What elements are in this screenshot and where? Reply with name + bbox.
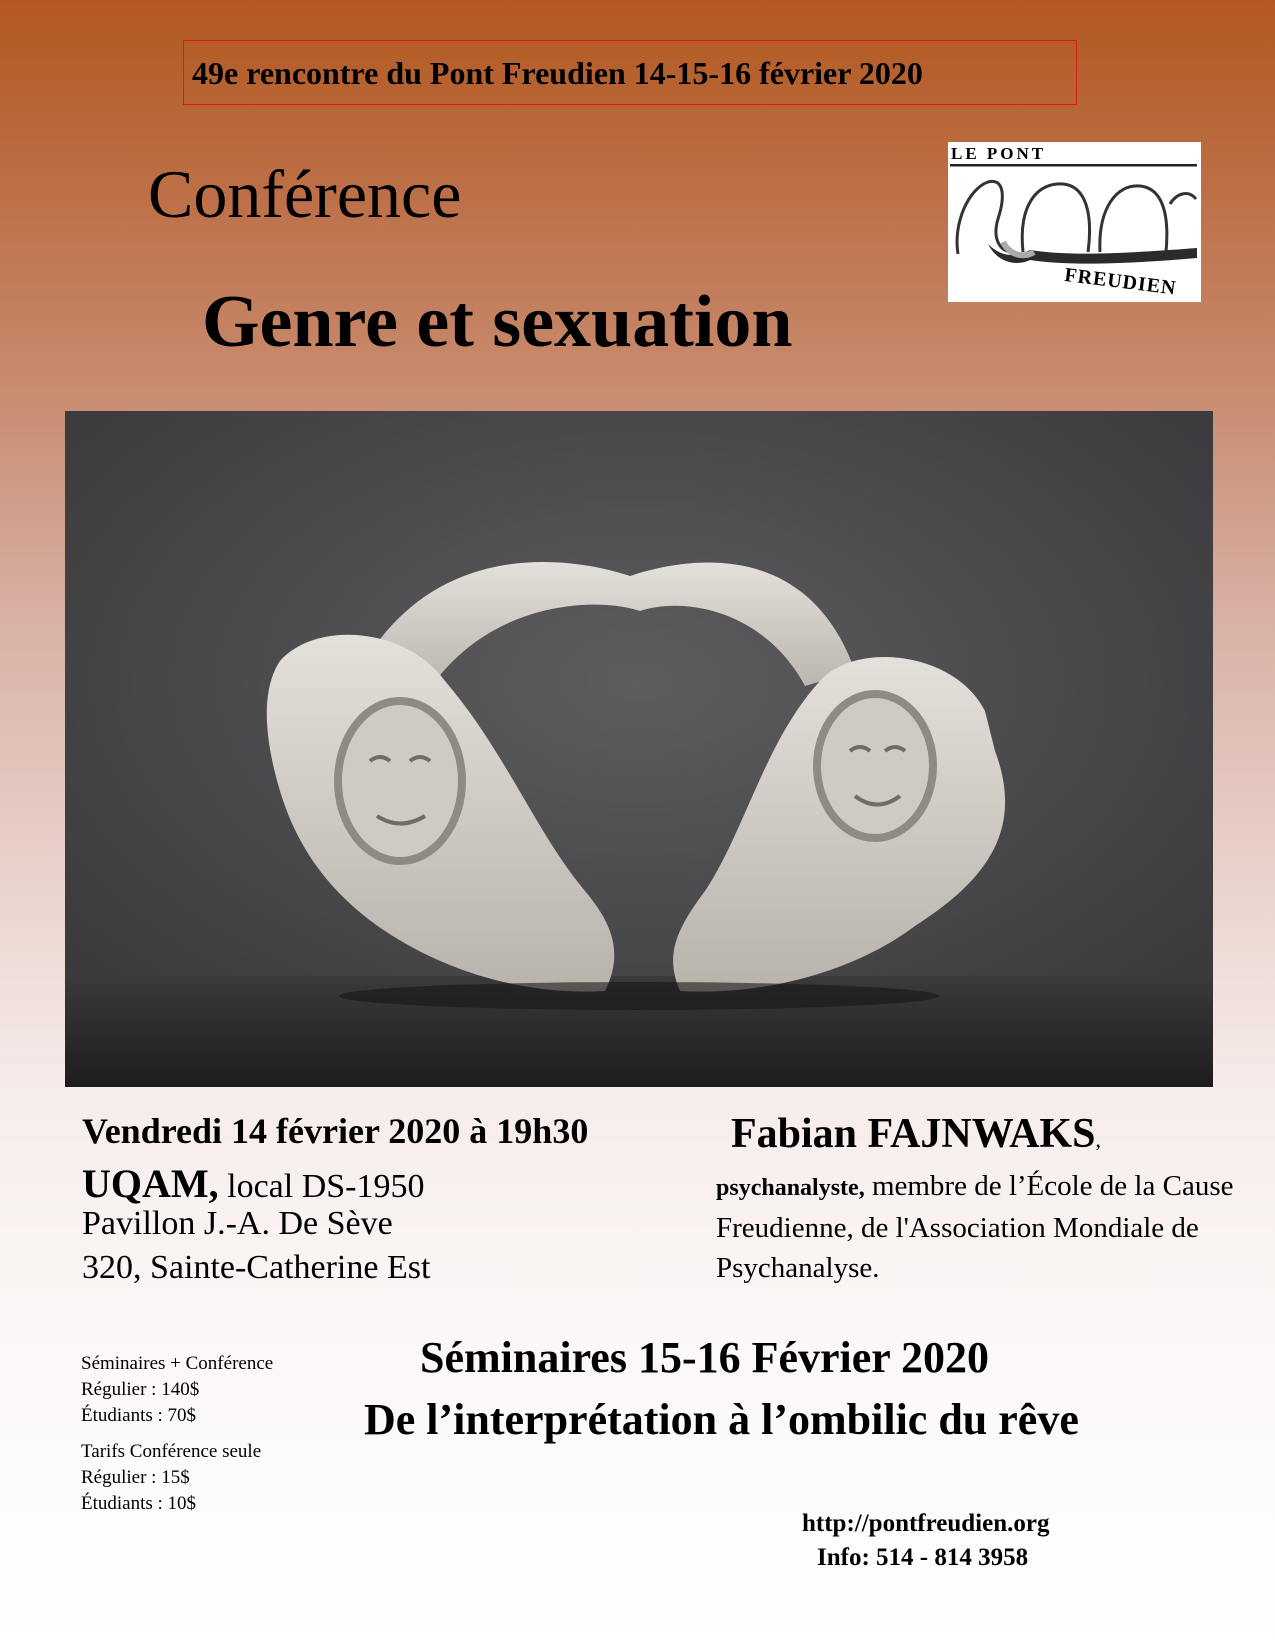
speaker-bio-text: membre de l’École de la Cause Freudienne, de l'Association Mondiale de Psychanalyse. xyxy=(716,1170,1234,1284)
venue-name: UQAM, xyxy=(82,1161,219,1206)
bridge-arches-icon xyxy=(948,164,1201,268)
conference-label: Conférence xyxy=(148,156,462,232)
speaker-role: psychanalyste, xyxy=(716,1175,865,1201)
speaker-name xyxy=(731,1113,1101,1155)
event-banner: 49e rencontre du Pont Freudien 14-15-16 février 2020 xyxy=(183,40,1077,105)
website-link[interactable]: http://pontfreudien.org xyxy=(802,1510,1050,1537)
seminars-dates: Séminaires 15-16 Février 2020 xyxy=(420,1333,990,1382)
venue-room: local DS-1950 xyxy=(227,1168,425,1205)
price-conf-title: Tarifs Conférence seule xyxy=(81,1441,262,1462)
price-list xyxy=(81,1351,273,1517)
seminars-title: De l’interprétation à l’ombilic du rêve xyxy=(364,1395,1079,1444)
venue-address-line1: Pavillon J.-A. De Sève xyxy=(82,1205,393,1242)
event-venue xyxy=(82,1158,425,1210)
contact-phone: Info: 514 - 814 3958 xyxy=(817,1544,1029,1571)
price-conf-students: Étudiants : 10$ xyxy=(81,1493,197,1514)
logo-top-text: LE PONT xyxy=(951,144,1047,163)
price-package-regular: Régulier : 140$ xyxy=(81,1379,200,1400)
venue-address-line2: 320, Sainte-Catherine Est xyxy=(82,1249,431,1286)
price-package-title: Séminaires + Conférence xyxy=(81,1353,274,1374)
speaker-name-text: Fabian FAJNWAKS xyxy=(731,1111,1096,1157)
logo-bottom-text: FREUDIEN xyxy=(1063,264,1178,300)
speaker-bio xyxy=(716,1166,1236,1288)
conference-title: Genre et sexuation xyxy=(202,281,793,363)
event-date: Vendredi 14 février 2020 à 19h30 xyxy=(82,1111,589,1151)
speaker-name-comma: , xyxy=(1095,1127,1101,1152)
pont-freudien-logo xyxy=(948,142,1201,302)
price-package-students: Étudiants : 70$ xyxy=(81,1405,197,1426)
sculpture-photo xyxy=(65,411,1213,1087)
price-conf-regular: Régulier : 15$ xyxy=(81,1467,190,1488)
